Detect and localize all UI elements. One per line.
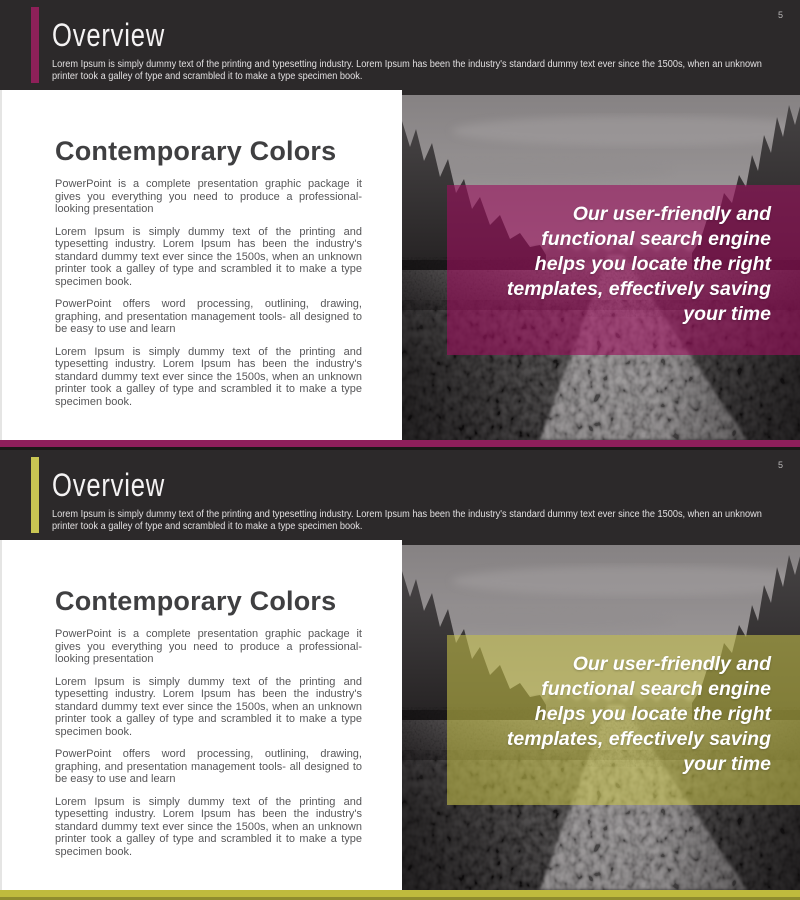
quote-line: helps you locate the right <box>534 703 771 725</box>
slide-bottom-accent-bar <box>0 890 800 897</box>
paragraph: PowerPoint is a complete presentation graphic package it gives you everything you need to produce a professional-looking presentation <box>55 178 362 215</box>
slide-preview-olive <box>0 450 800 900</box>
quote-overlay <box>447 185 800 355</box>
quote-line: Our user-friendly and <box>572 203 771 225</box>
slide-title: Overview <box>52 17 166 53</box>
slide-subtitle <box>52 509 779 532</box>
page-number: 5 <box>777 460 783 470</box>
slide-title: Overview <box>52 467 166 503</box>
paragraph: PowerPoint offers word processing, outlining, drawing, graphing, and presentation management tools- all designed to be easy to use and learn <box>55 298 362 335</box>
quote-overlay <box>447 635 800 805</box>
accent-bar <box>31 7 39 83</box>
subtitle-line-2: printer took a galley of type and scrambled it to make a type specimen book. <box>52 70 363 82</box>
paragraph: Lorem Ipsum is simply dummy text of the printing and typesetting industry. Lorem Ipsum has been the industry's standard dummy text ever since the 1500s, when an unknown printer took a galley of type and scrambled it to make a type specimen book. <box>55 795 362 858</box>
paragraph: Lorem Ipsum is simply dummy text of the printing and typesetting industry. Lorem Ipsum has been the industry's standard dummy text ever since the 1500s, when an unknown printer took a galley of type and scrambled it to make a type specimen book. <box>55 675 362 738</box>
page-number: 5 <box>777 10 783 20</box>
quote-line: functional search engine <box>541 678 771 700</box>
quote-line: your time <box>683 303 771 325</box>
slide-header <box>0 0 800 90</box>
content-heading: Contemporary Colors <box>55 136 337 166</box>
paragraph: Lorem Ipsum is simply dummy text of the printing and typesetting industry. Lorem Ipsum has been the industry's standard dummy text ever since the 1500s, when an unknown printer took a galley of type and scrambled it to make a type specimen book. <box>55 225 362 288</box>
accent-bar <box>31 457 39 533</box>
text-column <box>55 586 362 868</box>
subtitle-line-2: printer took a galley of type and scrambled it to make a type specimen book. <box>52 520 363 532</box>
quote-line: templates, effectively saving <box>506 278 771 300</box>
quote-line: templates, effectively saving <box>506 728 771 750</box>
paragraph: PowerPoint is a complete presentation graphic package it gives you everything you need to produce a professional-looking presentation <box>55 628 362 665</box>
subtitle-line-1: Lorem Ipsum is simply dummy text of the printing and typesetting industry. Lorem Ipsum has been the industry's standard dummy text ever since the 1500s, when an unknown <box>52 509 762 520</box>
content-heading: Contemporary Colors <box>55 586 337 616</box>
quote-line: helps you locate the right <box>534 253 771 275</box>
slide-body <box>0 90 800 440</box>
quote-line: Our user-friendly and <box>572 653 771 675</box>
quote-line: functional search engine <box>541 228 771 250</box>
paragraph: PowerPoint offers word processing, outlining, drawing, graphing, and presentation management tools- all designed to be easy to use and learn <box>55 748 362 785</box>
paragraph: Lorem Ipsum is simply dummy text of the printing and typesetting industry. Lorem Ipsum has been the industry's standard dummy text ever since the 1500s, when an unknown printer took a galley of type and scrambled it to make a type specimen book. <box>55 345 362 408</box>
subtitle-line-1: Lorem Ipsum is simply dummy text of the printing and typesetting industry. Lorem Ipsum has been the industry's standard dummy text ever since the 1500s, when an unknown <box>52 59 762 70</box>
slide-subtitle <box>52 59 779 82</box>
quote-line: your time <box>683 753 771 775</box>
slide-bottom-accent-bar <box>0 440 800 447</box>
slide-header <box>0 450 800 540</box>
text-column <box>55 136 362 418</box>
slide-body <box>0 540 800 890</box>
